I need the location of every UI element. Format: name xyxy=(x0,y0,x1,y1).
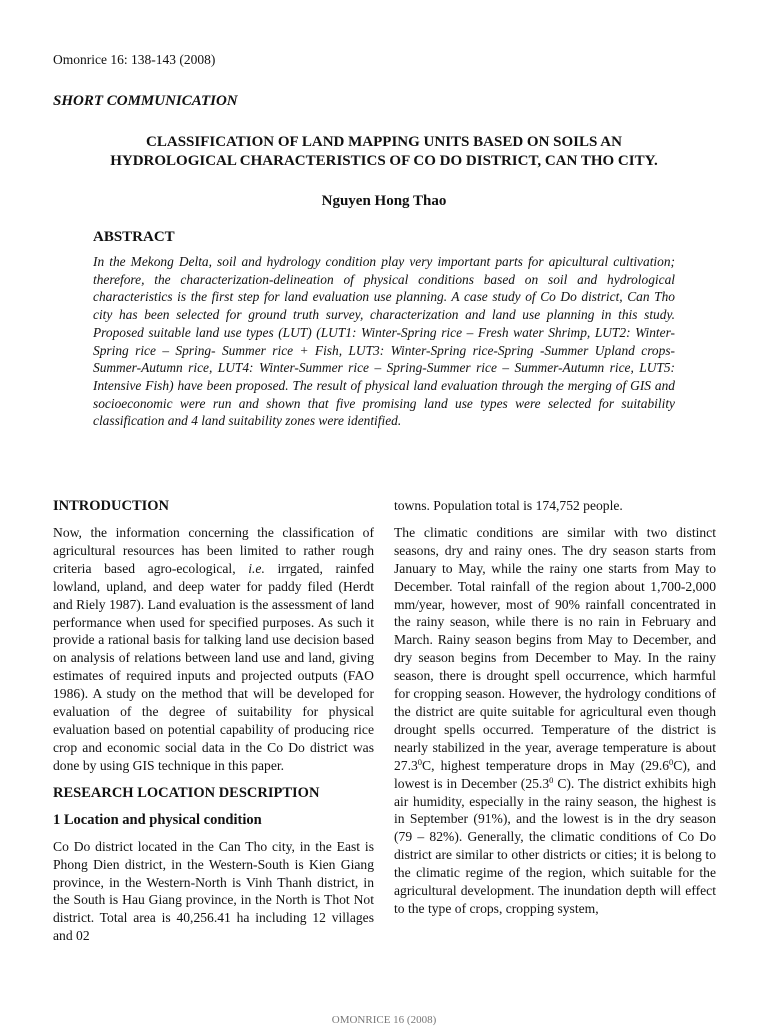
paper-title xyxy=(40,133,728,171)
introduction-heading: INTRODUCTION xyxy=(53,498,170,514)
title-line-1: CLASSIFICATION OF LAND MAPPING UNITS BASED ON SOILS AN xyxy=(146,134,622,150)
location-subheading: 1 Location and physical condition xyxy=(53,811,262,828)
page-footer: OMONRICE 16 (2008) xyxy=(331,1014,437,1026)
climate-text-d: C). The district exhibits high air humidity, especially in the rainy season, the highest is in September (91%), and the lowest is in the dry season (79 – 82%). Generally, the climatic conditions of Co Do district are similar to other districts or cities; it is belong to the climatic regime of the region, which suitable for the agricultural development. The inundation depth will effect to the type of crops, cropping system, xyxy=(394,775,717,916)
climate-paragraph xyxy=(394,524,716,918)
degree-sup-2: 0 xyxy=(669,756,674,767)
left-column xyxy=(53,497,374,954)
intro-text-part-2: irrgated, rainfed lowland, upland, and deep water for paddy filed (Herdt and Riely 1987). Land evaluation is the assessment of land performance when used for specified purposes. As such it provide a rational basis for talking land use decision based on analysis of relations between land use and land, giving estimates of required inputs and projected outputs (FAO 1986). A study on the method that will be developed for evaluation of the degree of suitability for physical evaluation based on potential capability of producing rice crop and economic social data in the Co Do district was done by using GIS technique in this paper. xyxy=(53,560,374,773)
section-label: SHORT COMMUNICATION xyxy=(53,93,238,109)
journal-reference: Omonrice 16: 138-143 (2008) xyxy=(53,52,216,67)
introduction-paragraph xyxy=(53,524,374,775)
right-column xyxy=(394,497,716,927)
abstract-heading: ABSTRACT xyxy=(93,229,175,245)
intro-text-part-1: Now, the information concerning the classification of agricultural resources has been limited to rather rough criteria based agro-ecological, xyxy=(53,525,374,576)
intro-ie: i.e. xyxy=(248,560,265,576)
degree-sup-3: 0 xyxy=(549,774,554,785)
climate-text-a: The climatic conditions are similar with two distinct seasons, dry and rainy ones. The dry season starts from January to May, while the rainy one starts from May to December. Total rainfall of the region about 1,700-2,000 mm/year, however, most of 90% rainfall concentrated in the rainy season, while there is no rain in February and March. Rainy season begins from May to December, and dry season begins from December to May. In the rainy season, there is drought spell occurrence, which harmful for cropping season. However, the hydrology conditions of the district are quite suitable for agricultural even though drought spells occurred. Temperature of the district is nearly stabilized in the year, average temperature is about 27.3 xyxy=(394,524,716,773)
abstract-text: In the Mekong Delta, soil and hydrology condition play very important parts for apicultural cultivation; therefore, the characterization-delineation of physical conditions based on soil and hydrological characteristics is the first step for land evaluation use planning. A case study of Co Do district, Can Tho city has been selected for ground truth survey, characterization and land use planning in this study. Proposed suitable land use types (LUT) (LUT1: Winter-Spring rice – Fresh water Shrimp, LUT2: Winter-Spring rice – Spring- Summer rice + Fish, LUT3: Winter-Spring rice-Spring -Summer Upland crops-Summer-Autumn rice, LUT4: Winter-Summer rice – Spring-Summer rice – Summer-Autumn rice, LUT5: Intensive Fish) have been proposed. The result of physical land evaluation through the merging of GIS and socioeconomic were run and shown that five promising land use types were selected for suitability classification and 4 land suitability zones were identified. xyxy=(93,254,675,429)
population-paragraph: towns. Population total is 174,752 people. xyxy=(394,498,623,513)
research-location-heading: RESEARCH LOCATION DESCRIPTION xyxy=(53,784,320,801)
location-paragraph: Co Do district located in the Can Tho city, in the East is Phong Dien district, in the Western-South is Kien Giang province, in the Western-North is Vinh Thanh district, in the South is Hau Giang province, in the North is Thot Not district. Total area is 40,256.41 ha including 12 villages and 02 xyxy=(53,838,374,944)
title-line-2: HYDROLOGICAL CHARACTERISTICS OF CO DO DISTRICT, CAN THO CITY. xyxy=(110,153,658,169)
climate-text-c: C), and lowest is in December (25.3 xyxy=(394,757,716,791)
author-name: Nguyen Hong Thao xyxy=(321,193,447,209)
climate-text-b: C, highest temperature drops in May (29.6 xyxy=(422,757,670,773)
degree-sup-1: 0 xyxy=(417,756,423,767)
